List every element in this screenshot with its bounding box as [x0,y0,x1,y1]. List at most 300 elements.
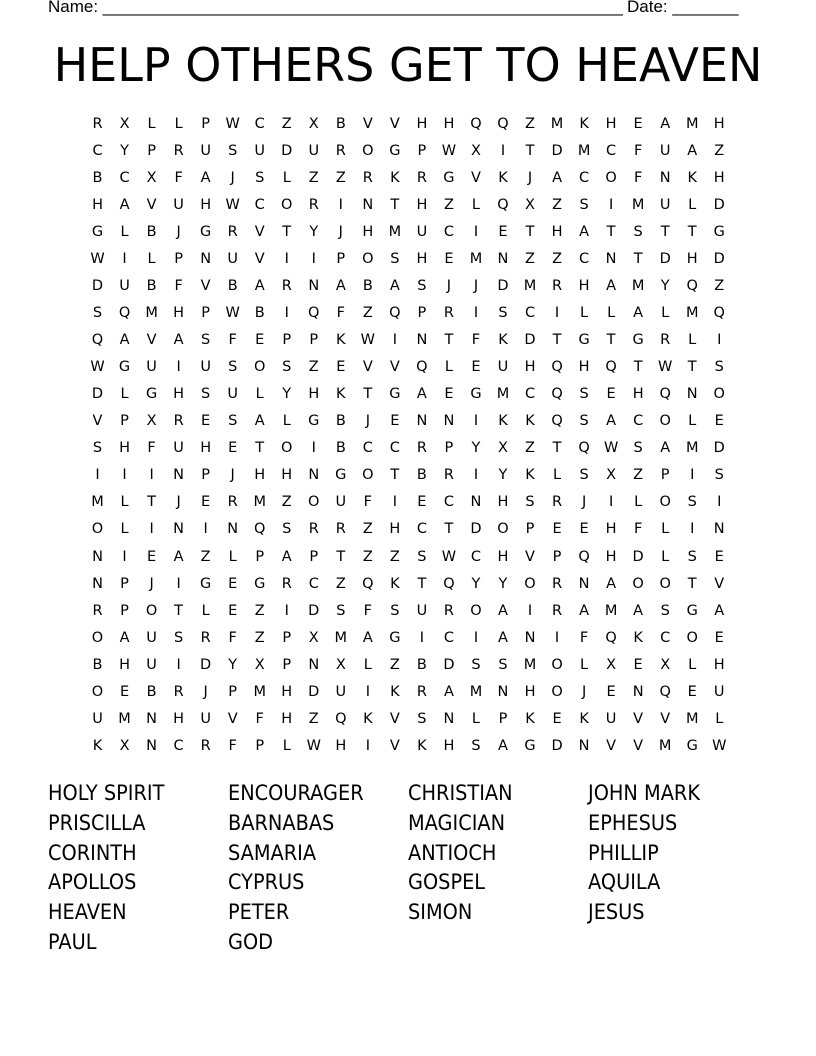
grid-letter[interactable]: H [578,359,590,376]
grid-letter[interactable]: V [227,710,238,727]
grid-letter[interactable]: K [687,170,697,187]
grid-letter[interactable]: S [471,656,481,673]
grid-letter[interactable]: A [606,413,617,430]
grid-letter[interactable]: Z [389,656,400,673]
grid-letter[interactable]: P [309,548,319,565]
grid-letter[interactable]: S [633,224,643,241]
grid-letter[interactable]: S [255,170,265,187]
grid-letter[interactable]: Q [713,305,725,322]
grid-letter[interactable]: A [281,548,292,565]
grid-letter[interactable]: A [633,602,644,619]
grid-letter[interactable]: E [390,413,400,430]
grid-letter[interactable]: X [146,413,157,430]
grid-letter[interactable]: Z [552,197,563,214]
grid-letter[interactable]: R [92,602,103,619]
grid-letter[interactable]: Z [335,575,346,592]
grid-letter[interactable]: T [390,197,400,214]
grid-letter[interactable]: U [416,602,428,619]
grid-letter[interactable]: G [632,332,644,349]
grid-letter[interactable]: X [119,737,130,754]
grid-letter[interactable]: Z [254,629,265,646]
grid-letter[interactable]: Y [498,575,508,592]
grid-letter[interactable]: D [632,548,644,565]
grid-letter[interactable]: E [714,413,724,430]
grid-letter[interactable]: L [120,224,129,241]
grid-letter[interactable]: Z [525,116,535,133]
grid-letter[interactable]: Z [362,521,373,538]
grid-letter[interactable]: G [443,170,455,187]
grid-letter[interactable]: F [174,170,183,187]
grid-letter[interactable]: M [631,278,645,295]
grid-letter[interactable]: M [685,710,699,727]
grid-letter[interactable]: K [363,710,373,727]
grid-letter[interactable]: P [444,440,454,457]
grid-letter[interactable]: I [527,602,533,619]
grid-letter[interactable]: I [176,359,181,376]
grid-letter[interactable]: A [498,629,508,646]
grid-letter[interactable]: K [579,116,589,133]
grid-letter[interactable]: U [200,710,211,727]
grid-letter[interactable]: F [228,629,237,646]
grid-letter[interactable]: C [579,170,590,187]
grid-letter[interactable]: M [334,629,348,646]
grid-letter[interactable]: P [336,251,346,268]
grid-letter[interactable]: V [146,197,157,214]
grid-letter[interactable]: H [497,494,509,511]
grid-letter[interactable]: W [225,197,240,214]
grid-letter[interactable]: U [227,251,238,268]
grid-letter[interactable]: I [284,602,289,619]
grid-letter[interactable]: E [119,683,130,700]
grid-letter[interactable]: R [416,170,427,187]
grid-letter[interactable]: N [146,710,157,727]
grid-letter[interactable]: U [335,494,347,511]
grid-letter[interactable]: R [335,143,346,160]
grid-letter[interactable]: H [497,548,509,565]
grid-letter[interactable]: N [578,575,590,592]
grid-letter[interactable]: J [365,413,370,430]
grid-letter[interactable]: R [281,278,292,295]
grid-letter[interactable]: J [446,278,452,295]
grid-letter[interactable]: R [443,602,454,619]
grid-letter[interactable]: R [443,305,454,322]
grid-letter[interactable]: M [658,737,672,754]
grid-letter[interactable]: O [281,197,293,214]
grid-letter[interactable]: Q [470,116,482,133]
grid-letter[interactable]: H [578,278,590,295]
grid-letter[interactable]: H [416,116,428,133]
grid-letter[interactable]: D [551,737,563,754]
grid-letter[interactable]: T [660,224,670,241]
grid-letter[interactable]: R [281,575,292,592]
grid-letter[interactable]: P [417,305,427,322]
grid-letter[interactable]: H [200,197,212,214]
grid-letter[interactable]: S [228,413,238,430]
grid-letter[interactable]: R [416,440,427,457]
grid-letter[interactable]: O [551,656,563,673]
grid-letter[interactable]: P [525,521,535,538]
grid-letter[interactable]: E [579,521,589,538]
grid-letter[interactable]: P [201,305,211,322]
grid-letter[interactable]: G [308,413,320,430]
grid-letter[interactable]: I [717,332,722,349]
grid-letter[interactable]: H [605,116,617,133]
grid-letter[interactable]: P [120,575,129,592]
grid-letter[interactable]: S [660,602,670,619]
grid-letter[interactable]: H [605,521,617,538]
grid-letter[interactable]: W [225,116,240,133]
grid-letter[interactable]: G [524,737,536,754]
grid-letter[interactable]: P [120,602,129,619]
grid-letter[interactable]: V [254,224,265,241]
grid-letter[interactable]: K [498,170,508,187]
grid-letter[interactable]: P [417,143,427,160]
grid-letter[interactable]: G [389,143,401,160]
grid-letter[interactable]: D [713,251,725,268]
grid-letter[interactable]: L [471,710,480,727]
grid-letter[interactable]: V [660,710,671,727]
grid-letter[interactable]: P [255,548,265,565]
grid-letter[interactable]: F [228,737,237,754]
grid-letter[interactable]: Z [200,548,211,565]
grid-letter[interactable]: H [713,656,725,673]
grid-letter[interactable]: K [525,467,535,484]
grid-letter[interactable]: S [417,710,427,727]
grid-letter[interactable]: C [633,413,644,430]
grid-letter[interactable]: I [149,521,154,538]
grid-letter[interactable]: S [579,386,589,403]
grid-letter[interactable]: J [176,224,181,241]
grid-letter[interactable]: E [606,683,616,700]
grid-letter[interactable]: H [173,386,185,403]
grid-letter[interactable]: Z [281,494,292,511]
grid-letter[interactable]: K [525,413,535,430]
grid-letter[interactable]: Q [497,197,509,214]
grid-letter[interactable]: D [551,143,563,160]
grid-letter[interactable]: I [122,548,127,565]
grid-letter[interactable]: O [308,494,320,511]
grid-letter[interactable]: R [227,224,238,241]
grid-letter[interactable]: M [577,143,591,160]
grid-letter[interactable]: I [717,494,722,511]
grid-letter[interactable]: U [146,629,157,646]
grid-letter[interactable]: A [200,170,211,187]
grid-letter[interactable]: C [606,143,617,160]
grid-letter[interactable]: N [92,548,103,565]
grid-letter[interactable]: V [389,737,400,754]
grid-letter[interactable]: Q [416,359,428,376]
grid-letter[interactable]: L [282,170,291,187]
grid-letter[interactable]: T [552,332,562,349]
grid-letter[interactable]: H [200,440,212,457]
grid-letter[interactable]: L [120,494,129,511]
grid-letter[interactable]: V [633,737,644,754]
grid-letter[interactable]: M [469,683,483,700]
grid-letter[interactable]: R [92,116,103,133]
grid-letter[interactable]: A [254,413,265,430]
grid-letter[interactable]: K [390,575,400,592]
grid-letter[interactable]: W [441,143,457,160]
grid-letter[interactable]: Z [281,116,292,133]
grid-letter[interactable]: M [388,224,402,241]
grid-letter[interactable]: A [606,575,617,592]
grid-letter[interactable]: B [92,170,103,187]
grid-letter[interactable]: U [416,224,428,241]
grid-letter[interactable]: N [362,197,374,214]
grid-letter[interactable]: W [225,305,240,322]
grid-letter[interactable]: Q [118,305,131,322]
grid-letter[interactable]: W [658,359,673,376]
grid-letter[interactable]: M [550,116,564,133]
grid-letter[interactable]: K [390,170,400,187]
grid-letter[interactable]: J [581,494,587,511]
grid-letter[interactable]: M [523,278,537,295]
grid-letter[interactable]: H [362,224,374,241]
grid-letter[interactable]: N [173,467,185,484]
grid-letter[interactable]: X [525,197,535,214]
grid-letter[interactable]: L [580,305,589,322]
grid-letter[interactable]: G [470,386,482,403]
grid-letter[interactable]: G [389,629,401,646]
grid-letter[interactable]: M [253,494,266,511]
grid-letter[interactable]: V [200,278,211,295]
grid-letter[interactable]: O [686,629,698,646]
grid-letter[interactable]: S [579,467,589,484]
grid-letter[interactable]: V [606,737,617,754]
grid-letter[interactable]: H [281,683,293,700]
grid-letter[interactable]: S [92,440,103,457]
grid-letter[interactable]: W [712,737,727,754]
grid-letter[interactable]: A [714,602,725,619]
grid-letter[interactable]: W [441,548,457,565]
grid-letter[interactable]: D [443,656,455,673]
grid-letter[interactable]: E [606,386,616,403]
grid-letter[interactable]: L [607,305,616,322]
grid-letter[interactable]: K [579,710,589,727]
grid-letter[interactable]: L [228,548,237,565]
grid-letter[interactable]: H [713,170,725,187]
grid-letter[interactable]: M [145,305,158,322]
grid-letter[interactable]: E [201,494,211,511]
grid-letter[interactable]: V [633,710,644,727]
grid-letter[interactable]: A [416,386,427,403]
grid-letter[interactable]: A [498,737,508,754]
grid-letter[interactable]: H [416,251,428,268]
grid-letter[interactable]: I [311,251,316,268]
grid-letter[interactable]: D [308,602,320,619]
grid-letter[interactable]: U [200,359,211,376]
grid-letter[interactable]: D [524,332,536,349]
grid-letter[interactable]: D [470,521,482,538]
grid-letter[interactable]: I [419,629,425,646]
grid-letter[interactable]: D [713,197,725,214]
grid-letter[interactable]: S [498,305,508,322]
grid-letter[interactable]: I [690,521,695,538]
grid-letter[interactable]: I [473,224,479,241]
grid-letter[interactable]: N [686,386,698,403]
grid-letter[interactable]: E [552,521,562,538]
grid-letter[interactable]: G [686,602,698,619]
grid-letter[interactable]: P [282,629,292,646]
grid-letter[interactable]: L [661,548,670,565]
grid-letter[interactable]: P [255,737,265,754]
grid-letter[interactable]: V [146,332,157,349]
grid-letter[interactable]: J [149,575,154,592]
grid-letter[interactable]: C [416,521,427,538]
grid-letter[interactable]: I [392,494,397,511]
grid-letter[interactable]: K [525,710,535,727]
grid-letter[interactable]: B [335,440,346,457]
grid-letter[interactable]: U [119,278,130,295]
grid-letter[interactable]: I [473,413,479,430]
grid-letter[interactable]: V [525,548,535,565]
grid-letter[interactable]: O [91,683,104,700]
grid-letter[interactable]: H [524,359,536,376]
grid-letter[interactable]: X [146,170,157,187]
grid-letter[interactable]: R [308,521,319,538]
grid-letter[interactable]: G [686,737,698,754]
grid-letter[interactable]: I [122,251,127,268]
grid-letter[interactable]: T [282,224,292,241]
grid-letter[interactable]: E [201,413,211,430]
grid-letter[interactable]: P [282,332,292,349]
grid-letter[interactable]: V [389,359,400,376]
grid-letter[interactable]: Z [443,197,454,214]
grid-letter[interactable]: R [308,197,319,214]
grid-letter[interactable]: T [390,467,400,484]
grid-letter[interactable]: B [416,656,427,673]
grid-letter[interactable]: J [338,224,343,241]
grid-letter[interactable]: R [362,170,373,187]
grid-letter[interactable]: Z [362,548,373,565]
grid-letter[interactable]: C [443,494,454,511]
grid-letter[interactable]: F [336,305,345,322]
grid-letter[interactable]: L [661,305,670,322]
grid-letter[interactable]: X [498,440,508,457]
grid-letter[interactable]: P [201,116,211,133]
grid-letter[interactable]: U [200,143,211,160]
grid-letter[interactable]: E [633,656,643,673]
grid-letter[interactable]: M [469,251,483,268]
grid-letter[interactable]: M [631,197,645,214]
grid-letter[interactable]: Z [633,467,644,484]
grid-letter[interactable]: T [606,332,616,349]
grid-letter[interactable]: Z [362,305,373,322]
grid-letter[interactable]: E [146,548,157,565]
grid-letter[interactable]: M [523,656,537,673]
grid-letter[interactable]: T [633,359,643,376]
grid-letter[interactable]: S [282,521,292,538]
grid-letter[interactable]: B [416,467,427,484]
grid-letter[interactable]: F [174,278,183,295]
grid-letter[interactable]: H [281,710,293,727]
grid-letter[interactable]: I [554,305,560,322]
grid-letter[interactable]: V [389,116,400,133]
grid-letter[interactable]: S [201,332,211,349]
grid-letter[interactable]: Z [335,170,346,187]
grid-letter[interactable]: P [120,413,129,430]
grid-letter[interactable]: E [255,332,265,349]
grid-letter[interactable]: E [633,116,643,133]
grid-letter[interactable]: A [119,332,130,349]
grid-letter[interactable]: E [552,710,562,727]
grid-letter[interactable]: H [254,467,266,484]
grid-letter[interactable]: R [552,278,563,295]
grid-letter[interactable]: Y [120,143,129,160]
grid-letter[interactable]: O [362,143,374,160]
grid-letter[interactable]: X [308,629,319,646]
grid-letter[interactable]: R [552,494,563,511]
grid-letter[interactable]: A [633,305,644,322]
grid-letter[interactable]: U [254,143,266,160]
grid-letter[interactable]: G [200,224,212,241]
grid-letter[interactable]: A [254,278,265,295]
grid-letter[interactable]: L [471,197,480,214]
grid-letter[interactable]: Q [497,116,509,133]
grid-letter[interactable]: R [173,683,184,700]
grid-letter[interactable]: K [336,332,346,349]
grid-letter[interactable]: X [335,656,346,673]
grid-letter[interactable]: I [122,467,127,484]
grid-letter[interactable]: Y [471,575,481,592]
grid-letter[interactable]: Y [309,224,319,241]
grid-letter[interactable]: O [659,413,671,430]
grid-letter[interactable]: L [282,413,291,430]
grid-letter[interactable]: D [91,278,104,295]
grid-letter[interactable]: P [282,656,292,673]
grid-letter[interactable]: A [335,278,346,295]
grid-letter[interactable]: A [389,278,400,295]
grid-letter[interactable]: B [335,116,346,133]
grid-letter[interactable]: H [119,440,130,457]
grid-letter[interactable]: S [390,602,400,619]
grid-letter[interactable]: O [470,602,482,619]
grid-letter[interactable]: K [417,737,427,754]
grid-letter[interactable]: N [659,170,671,187]
grid-letter[interactable]: H [524,683,536,700]
grid-letter[interactable]: O [605,170,617,187]
grid-letter[interactable]: P [174,251,183,268]
grid-letter[interactable]: O [551,683,563,700]
grid-letter[interactable]: Z [308,359,319,376]
grid-letter[interactable]: S [417,278,427,295]
grid-letter[interactable]: N [443,710,455,727]
grid-letter[interactable]: U [173,440,184,457]
grid-letter[interactable]: P [147,143,156,160]
grid-letter[interactable]: L [120,386,129,403]
grid-letter[interactable]: Q [91,332,104,349]
grid-letter[interactable]: R [335,521,346,538]
grid-letter[interactable]: F [147,440,156,457]
grid-letter[interactable]: O [91,521,104,538]
grid-letter[interactable]: S [228,143,238,160]
grid-letter[interactable]: P [309,332,319,349]
grid-letter[interactable]: T [687,359,697,376]
grid-letter[interactable]: M [685,116,699,133]
grid-letter[interactable]: L [282,737,291,754]
grid-letter[interactable]: E [228,575,238,592]
grid-letter[interactable]: E [444,386,454,403]
grid-letter[interactable]: Z [525,440,535,457]
grid-letter[interactable]: H [416,197,428,214]
grid-letter[interactable]: A [660,440,671,457]
grid-letter[interactable]: L [201,602,210,619]
grid-letter[interactable]: C [173,737,184,754]
grid-letter[interactable]: B [146,224,157,241]
grid-letter[interactable]: I [284,251,289,268]
grid-letter[interactable]: W [90,359,105,376]
grid-letter[interactable]: G [578,332,590,349]
